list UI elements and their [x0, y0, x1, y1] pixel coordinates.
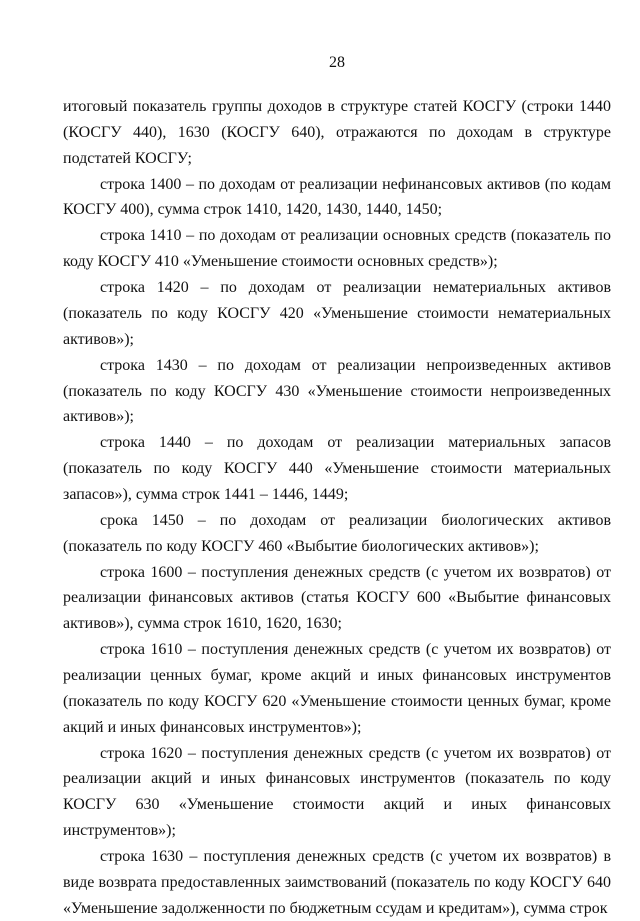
paragraph-line-1600: строка 1600 – поступления денежных средств (с учетом их возвратов) от реализации финансовых активов (статья КОСГУ 600 «Выбытие финансовых активов»), сумма строк 1610, 1620, 1630; — [63, 563, 611, 633]
paragraph-line-1420: строка 1420 – по доходам от реализации нематериальных активов (показатель по коду КОСГУ 420 «Уменьшение стоимости нематериальных активов»); — [63, 279, 611, 348]
paragraph-line-1400: строка 1400 – по доходам от реализации нефинансовых активов (по кодам КОСГУ 400), сумма строк 1410, 1420, 1430, 1440, 1450; — [63, 175, 611, 219]
paragraph-line-1450: срока 1450 – по доходам от реализации биологических активов (показатель по коду КОСГУ 460 «Выбытие биологических активов»); — [63, 511, 611, 555]
paragraph-line-1620: строка 1620 – поступления денежных средств (с учетом их возвратов) от реализации акций и иных финансовых инструментов (показатель по коду КОСГУ 630 «Уменьшение стоимости акций и иных финансовых инструментов»); — [63, 744, 611, 839]
paragraph-continuation: итоговый показатель группы доходов в структуре статей КОСГУ (строки 1440 (КОСГУ 440), 1630 (КОСГУ 640), отражаются по доходам в структуре подстатей КОСГУ; — [63, 98, 611, 167]
paragraph-line-1410: строка 1410 – по доходам от реализации основных средств (показатель по коду КОСГУ 410 «Уменьшение стоимости основных средств»); — [63, 227, 611, 271]
paragraph-line-1430: строка 1430 – по доходам от реализации непроизведенных активов (показатель по коду КОСГУ 430 «Уменьшение стоимости непроизведенных активов»); — [63, 356, 611, 426]
page-number: 28 — [329, 54, 345, 71]
paragraph-line-1440: строка 1440 – по доходам от реализации материальных запасов (показатель по коду КОСГУ 440 «Уменьшение стоимости материальных запасов»), сумма строк 1441 – 1446, 1449; — [63, 434, 611, 503]
document-body — [63, 94, 611, 921]
paragraph-line-1630: строка 1630 – поступления денежных средств (с учетом их возвратов) в виде возврата предоставленных заимствований (показатель по коду КОСГУ 640 «Уменьшение задолженности по бюджетным ссудам и кредитам»), сумма строк — [63, 847, 611, 917]
paragraph-line-1610: строка 1610 – поступления денежных средств (с учетом их возвратов) от реализации ценных бумаг, кроме акций и иных финансовых инструментов (показатель по коду КОСГУ 620 «Уменьшение стоимости ценных бумаг, кроме акций и иных финансовых инструментов»); — [63, 641, 611, 736]
